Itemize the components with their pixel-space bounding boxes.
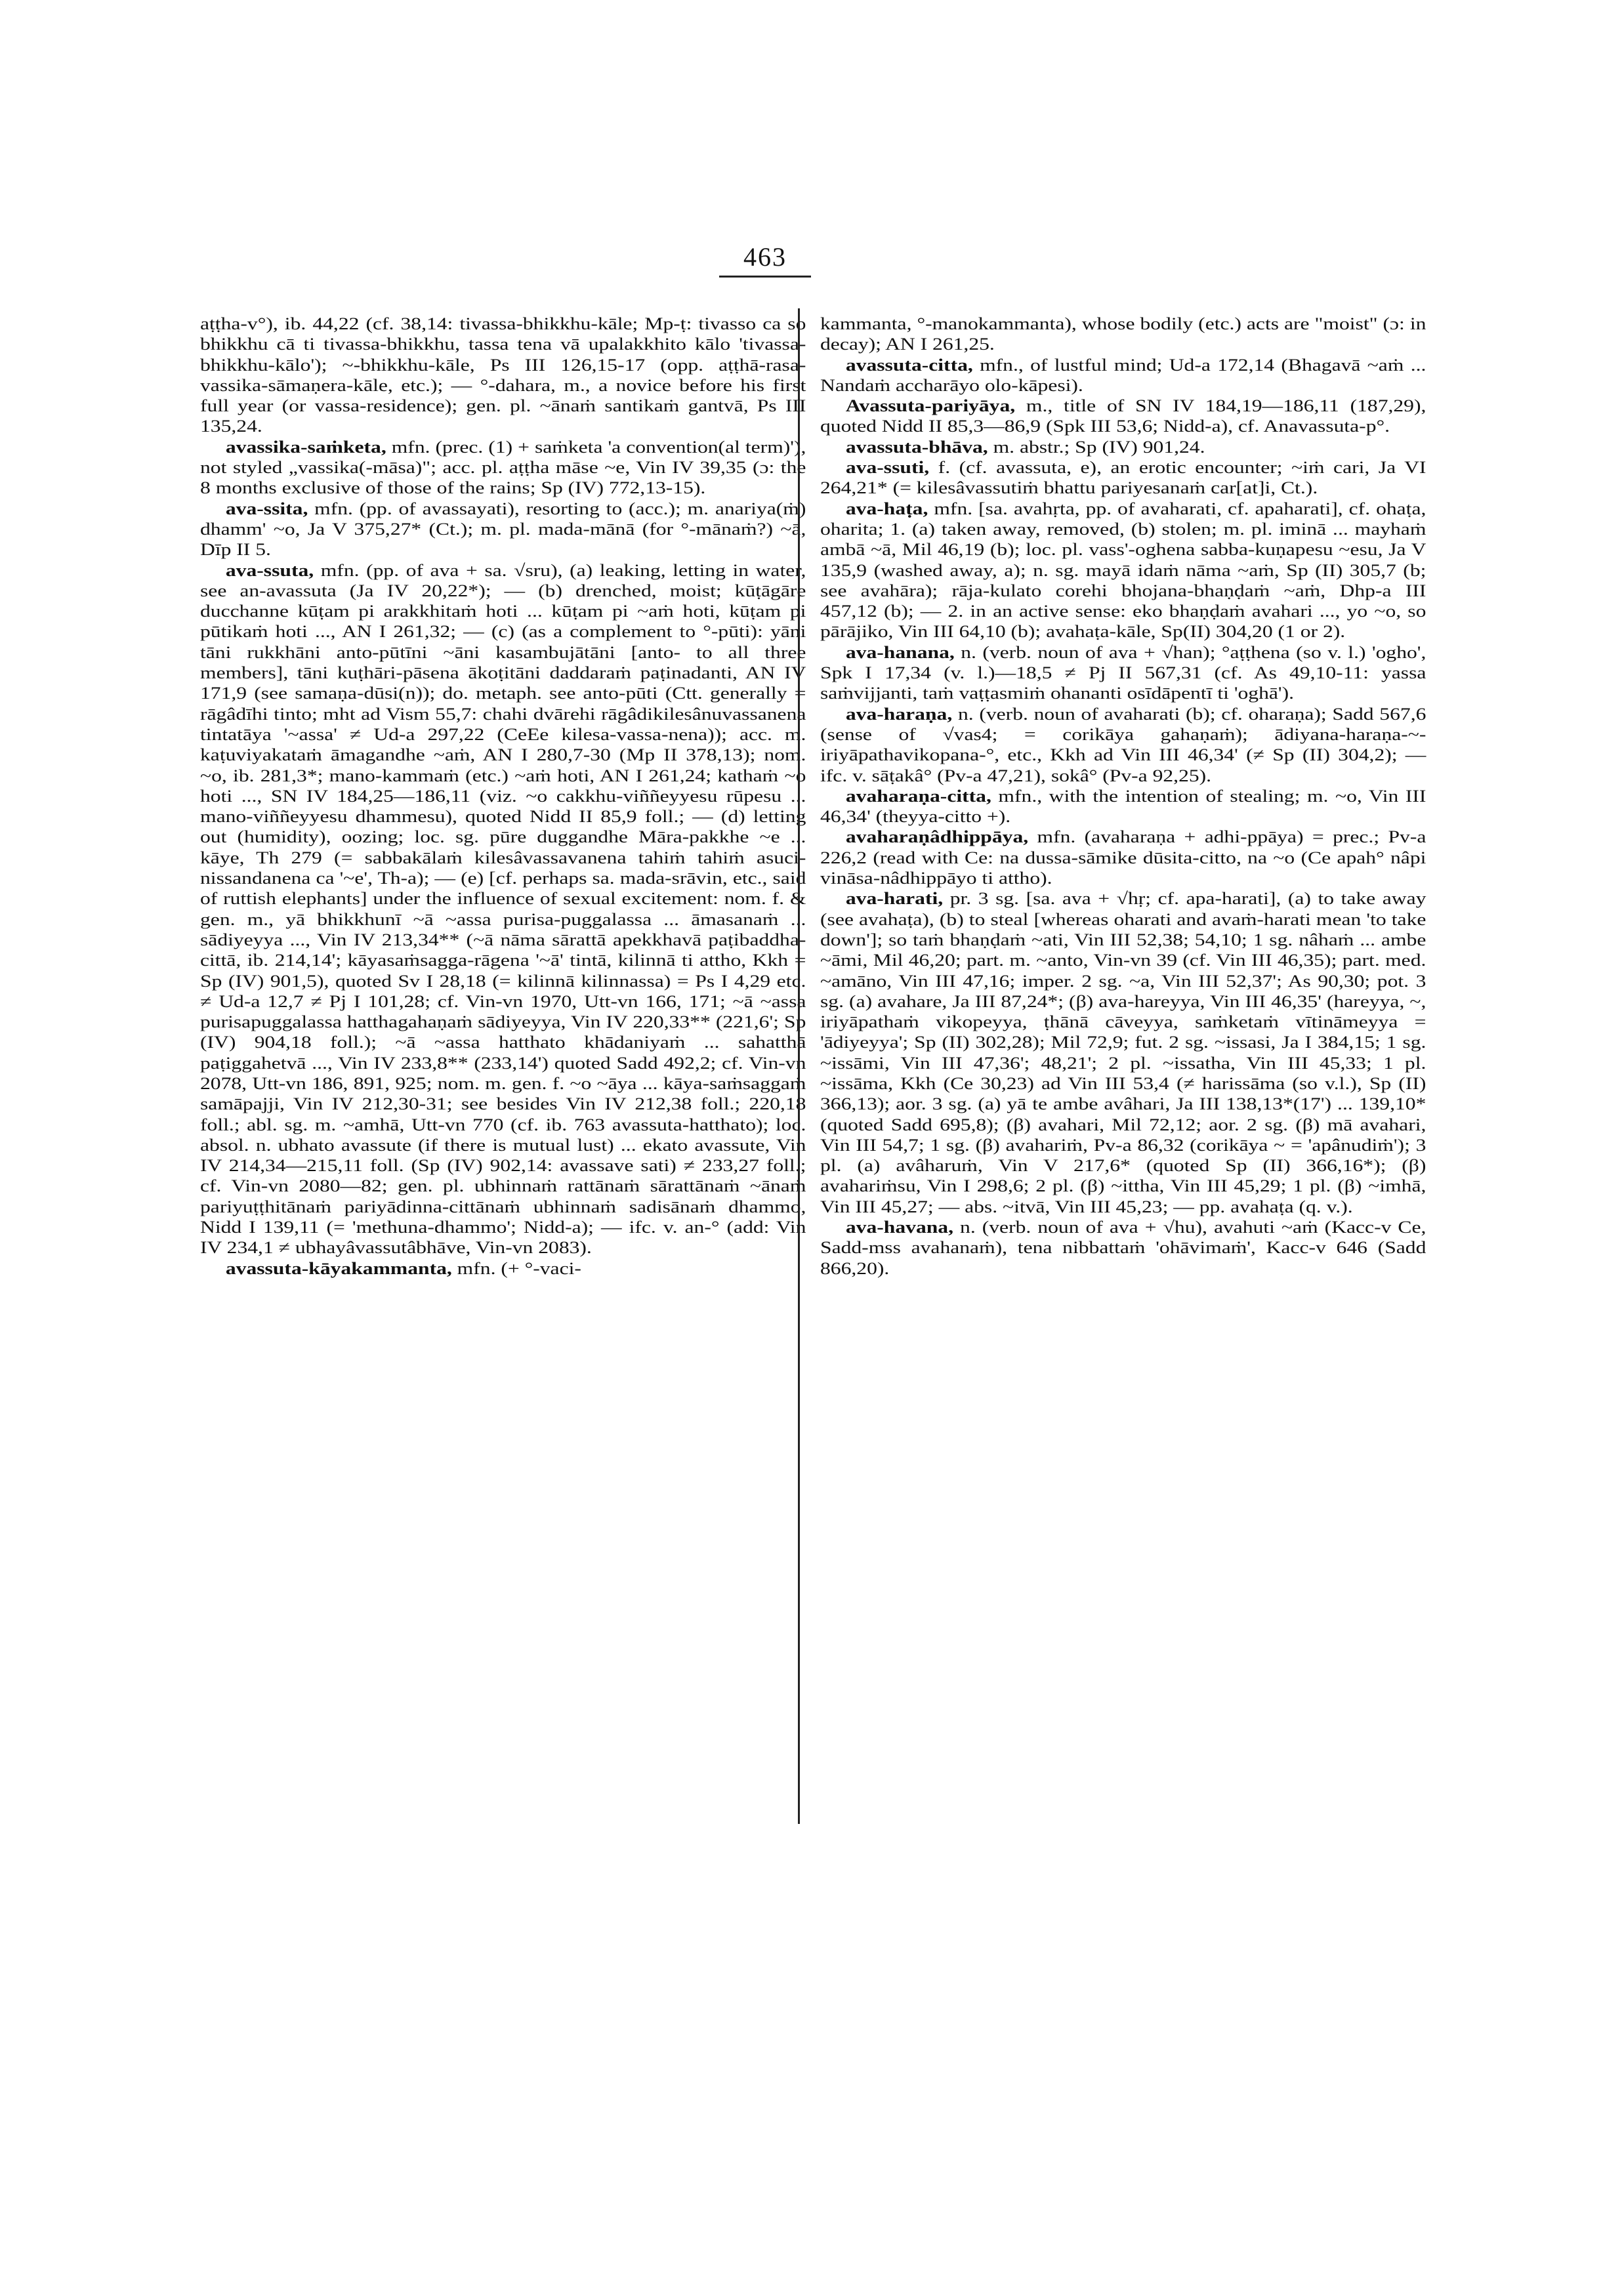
dictionary-entry (820, 437, 1426, 457)
entry-body: f. (cf. avassuta, e), an erotic encounter; ~iṁ cari, Ja VI 264,21* (= kilesâvassutiṁ bhattu pariyesanaṁ car[at]i, Ct.). (820, 458, 1426, 498)
entry-headword: avassuta-citta, (845, 355, 973, 375)
entry-body: mfn., with the intention of stealing; m. ~o, Vin III 46,34' (theyya-citto +). (820, 786, 1426, 827)
dictionary-entry (200, 1258, 806, 1279)
dictionary-entry (820, 457, 1426, 499)
entry-headword: ava-ssuti, (845, 458, 930, 478)
dictionary-entry (820, 499, 1426, 642)
entry-body: mfn., of lustful mind; Ud-a 172,14 (Bhagavā ~aṁ ... Nandaṁ accharāyo olo-kāpesi). (820, 355, 1426, 395)
dictionary-entry (820, 888, 1426, 1217)
entry-continuation: kammanta, °-manokammanta), whose bodily (etc.) acts are "moist" (ɔ: in decay); AN I 261,25. (820, 314, 1426, 354)
entry-headword: avaharaṇa-citta, (845, 786, 991, 806)
entry-body: n. (verb. noun of ava + √hu), avahuti ~aṁ (Kacc-v Ce, Sadd-mss avahanaṁ), tena nibbattaṁ 'ohāvimaṁ', Kacc-v 646 (Sadd 866,20). (820, 1218, 1426, 1278)
dictionary-entry (820, 786, 1426, 827)
entry-body: mfn. (pp. of ava + sa. √sru), (a) leaking, letting in water, see an-avassuta (Ja IV 20,22*); — (b) drenched, moist; kūṭāgāre ducchanne kūṭam pi arakkhitaṁ hoti ... kūṭam pi ~aṁ hoti, kūṭam pi pūtikaṁ hoti ..., AN I 261,32; — (c) (as a complement to °-pūti): yāni tāni rukkhāni anto-pūtīni ~āni kasambujātāni [anto- to all three members], tāni kuṭhāri-pāsena ākoṭitāni daddaraṁ paṭinadanti, AN IV 171,9 (see samaṇa-dūsi(n)); do. metaph. see anto-pūti (Ctt. generally = rāgâdīhi tinto; mht ad Vism 55,7: chahi dvārehi rāgâdikilesânuvassanena tintatāya '~assa' ≠ Ud-a 297,22 (CeEe kilesa-vassa-nena)); acc. m. kaṭuviyakataṁ āmagandhe ~aṁ, AN I 280,7-30 (Mp II 378,13); nom. ~o, ib. 281,3*; mano-kammaṁ (etc.) ~aṁ hoti, AN I 261,24; kathaṁ ~o hoti ..., SN IV 184,25—186,11 (viz. ~o cakkhu-viññeyyesu rūpesu ... mano-viññeyyesu dhammesu), quoted Nidd II 85,9 foll.; — (d) letting out (humidity), oozing; loc. sg. pūre duggandhe Māra-pakkhe ~e ... kāye, Th 279 (= sabbakālaṁ kilesâvassavanena tahiṁ tahiṁ asuci-nissandanena ca '~e', Th-a); — (e) [cf. perhaps sa. mada-srāvin, etc., said of ruttish elephants] under the influence of sexual excitement: nom. f. & gen. m., yā bhikkhunī ~ā ~assa purisa-puggalassa ... āmasanaṁ ... sādiyeyya ..., Vin IV 213,34** (~ā nāma sārattā apekkhavā paṭibaddha-cittā, ib. 214,14'; kāyasaṁsagga-rāgena '~ā' tintā, kilinnā ti attho, Kkh = Sp (IV) 901,5), quoted Sv I 28,18 (= kilinnā kilinnassa) = Ps I 4,29 etc. ≠ Ud-a 12,7 ≠ Pj I 101,28; cf. Vin-vn 1970, Utt-vn 166, 171; ~ā ~assa purisapuggalassa hatthagahaṇaṁ sādiyeyya, Vin IV 220,33** (221,6'; Sp (IV) 904,18 foll.); ~ā ~assa hatthato khādaniyaṁ ... sahatthā paṭiggahetvā ..., Vin IV 233,8** (233,14') quoted Sadd 492,2; cf. Vin-vn 2078, Utt-vn 186, 891, 925; nom. m. gen. f. ~o ~āya ... kāya-saṁsaggaṁ samāpajji, Vin IV 212,30-31; see besides Vin IV 212,38 foll.; 220,18 foll.; abl. sg. m. ~amhā, Utt-vn 770 (cf. ib. 763 avassuta-hatthato); loc. absol. n. ubhato avassute (if there is mutual lust) ... ekato avassute, Vin IV 214,34—215,11 foll. (Sp (IV) 902,14: avassave sati) ≠ 233,27 foll.; cf. Vin-vn 2080—82; gen. pl. ubhinnaṁ rattānaṁ sārattānaṁ ~ānaṁ pariyuṭṭhitānaṁ pariyādinna-cittānaṁ ubhinnaṁ sadisānaṁ dhammo, Nidd I 139,11 (= 'methuna-dhammo'; Nidd-a); — ifc. v. an-° (add: Vin IV 234,1 ≠ ubhayâvassutâbhāve, Vin-vn 2083). (200, 560, 806, 1258)
entry-body: mfn. (avaharaṇa + adhi-ppāya) = prec.; Pv-a 226,2 (read with Ce: na dussa-sāmike dūsita-citto, na ~o (Ce apah° nâpi vināsa-nâdhippāyo ti attho). (820, 827, 1426, 888)
dictionary-entry (200, 499, 806, 560)
dictionary-entry (820, 827, 1426, 888)
right-column (820, 314, 1426, 1279)
entry-body: mfn. (pp. of avassayati), resorting to (acc.); m. anariya(ṁ) dhamm' ~o, Ja V 375,27* (Ct.); m. pl. mada-mānā (for °-mānaṁ?) ~ā, Dīp II 5. (200, 499, 806, 560)
entry-headword: avassika-saṁketa, (225, 437, 386, 457)
left-column (200, 314, 806, 1279)
entry-body: mfn. (+ °-vaci- (451, 1258, 581, 1278)
dictionary-entry (200, 560, 806, 1258)
entry-body: mfn. (prec. (1) + saṁketa 'a convention(al term)'), not styled „vassika(-māsa)"; acc. pl. aṭṭha māse ~e, Vin IV 39,35 (ɔ: the 8 months exclusive of those of the rains; Sp (IV) 772,13-15). (200, 437, 806, 498)
page-number-rule (719, 276, 811, 278)
entry-headword: ava-harati, (845, 889, 944, 909)
dictionary-entry (200, 437, 806, 499)
entry-headword: Avassuta-pariyāya, (845, 396, 1016, 416)
column-divider (798, 308, 800, 1824)
entry-headword: ava-havana, (845, 1218, 953, 1237)
entry-headword: ava-ssita, (225, 499, 308, 518)
entry-headword: ava-hanana, (845, 642, 955, 662)
entry-headword: ava-ssuta, (225, 560, 314, 580)
entry-headword: avassuta-bhāva, (845, 437, 988, 457)
entry-continuation: aṭṭha-v°), ib. 44,22 (cf. 38,14: tivassa-bhikkhu-kāle; Mp-ṭ: tivasso ca so bhikkhu cā ti tivassa-bhikkhu, tassa tena vā upalakkhito kālo 'tivassa-bhikkhu-kālo'); ~-bhikkhu-kāle, Ps III 126,15-17 (opp. aṭṭhā-rasa-vassika-sāmaṇera-kāle, etc.); — °-dahara, m., a novice before his first full year (or vassa-residence); gen. pl. ~ānaṁ santikaṁ gantvā, Ps III 135,24. (200, 314, 806, 436)
entry-body: n. (verb. noun of ava + √han); °aṭṭhena (so v. l.) 'ogho', Spk I 17,34 (v. l.)—18,5 ≠ Pj II 567,31 (cf. As 49,10-11: yassa saṁvijjanti, taṁ vaṭṭasmiṁ ohananti osīdāpentī ti 'oghā'). (820, 642, 1426, 703)
dictionary-entry (820, 642, 1426, 704)
dictionary-entry (820, 396, 1426, 437)
entry-headword: ava-haṭa, (845, 499, 928, 518)
entry-body: n. (verb. noun of avaharati (b); cf. oharaṇa); Sadd 567,6 (sense of √vas4; = corikāya gahaṇaṁ); ādiyana-haraṇa-~-iriyāpathavikopana-°, etc., Kkh ad Vin III 46,34' (≠ Sp (II) 304,2); — ifc. v. sāṭakâ° (Pv-a 47,21), sokâ° (Pv-a 92,25). (820, 704, 1426, 785)
dictionary-entry (820, 355, 1426, 396)
entry-body: m., title of SN IV 184,19—186,11 (187,29), quoted Nidd II 85,3—86,9 (Spk III 53,6; Nidd-a), cf. Anavassuta-p°. (820, 396, 1426, 436)
entry-headword: avaharaṇâdhippāya, (845, 827, 1029, 847)
dictionary-entry (820, 704, 1426, 786)
entry-body: m. abstr.; Sp (IV) 901,24. (988, 437, 1205, 457)
page-number: 463 (743, 242, 787, 272)
entry-body: mfn. [sa. avahṛta, pp. of avaharati, cf. apaharati], cf. ohaṭa, oharita; 1. (a) taken away, removed, (b) stolen; m. pl. iminā ... mayhaṁ ambā ~ā, Mil 46,19 (b); loc. pl. vass'-oghena sabba-kuṇapesu ~esu, Ja V 135,9 (washed away, a); n. sg. mayā idaṁ nāma ~aṁ, Sp (II) 305,7 (b; see avahāra); rāja-kulato corehi bhojana-bhaṇḍaṁ ~aṁ, Dhp-a III 457,12 (b); — 2. in an active sense: eko bhaṇḍaṁ avahari ..., yo ~o, so pārājiko, Vin III 64,10 (b); avahaṭa-kāle, Sp(II) 304,20 (1 or 2). (820, 499, 1426, 642)
entry-headword: ava-haraṇa, (845, 704, 953, 724)
entry-headword: avassuta-kāyakammanta, (225, 1258, 452, 1278)
dictionary-entry (820, 1217, 1426, 1279)
entry-body: pr. 3 sg. [sa. ava + √hṛ; cf. apa-harati], (a) to take away (see avahaṭa), (b) to steal [whereas oharati and avaṁ-harati mean 'to take down']; so taṁ bhaṇḍaṁ ~ati, Vin III 52,38; 54,10; 1 sg. nâhaṁ ... ambe ~āmi, Mil 46,20; part. m. ~anto, Vin-vn 39 (cf. Vin III 46,35); part. med. ~amāno, Vin III 47,16; imper. 2 sg. ~a, Vin III 52,37'; As 90,30; pot. 3 sg. (a) avahare, Ja III 87,24*; (β) ava-hareyya, Vin III 46,35' (hareyya, ~, iriyāpathaṁ vikopeyya, ṭhānā cāveyya, saṁketaṁ vītināmeyya = 'ādiyeyya'; Sp (II) 302,28); Mil 72,9; fut. 2 sg. ~issasi, Ja I 384,15; 1 sg. ~issāmi, Vin III 47,36'; 48,21'; 2 pl. ~issatha, Vin III 45,33; 1 pl. ~issāma, Kkh (Ce 30,23) ad Vin III 53,4 (≠ harissāma (so v.l.), Sp (II) 366,13); aor. 3 sg. (a) yā te ambe avâhari, Ja III 138,13*(17') ... 139,10* (quoted Sadd 695,8); (β) avahari, Mil 72,12; aor. 2 sg. (β) mā avahari, Vin III 54,7; 1 sg. (β) avahariṁ, Pv-a 86,32 (corikāya ~ = 'apânudiṁ'); 3 pl. (a) avâharuṁ, Vin V 217,6* (quoted Sp (II) 366,16*); (β) avahariṁsu, Vin I 298,6; 2 pl. (β) ~ittha, Vin III 45,29; 1 pl. (β) ~imhā, Vin III 45,27; — abs. ~itvā, Vin III 45,23; — pp. avahaṭa (q. v.). (820, 889, 1426, 1216)
